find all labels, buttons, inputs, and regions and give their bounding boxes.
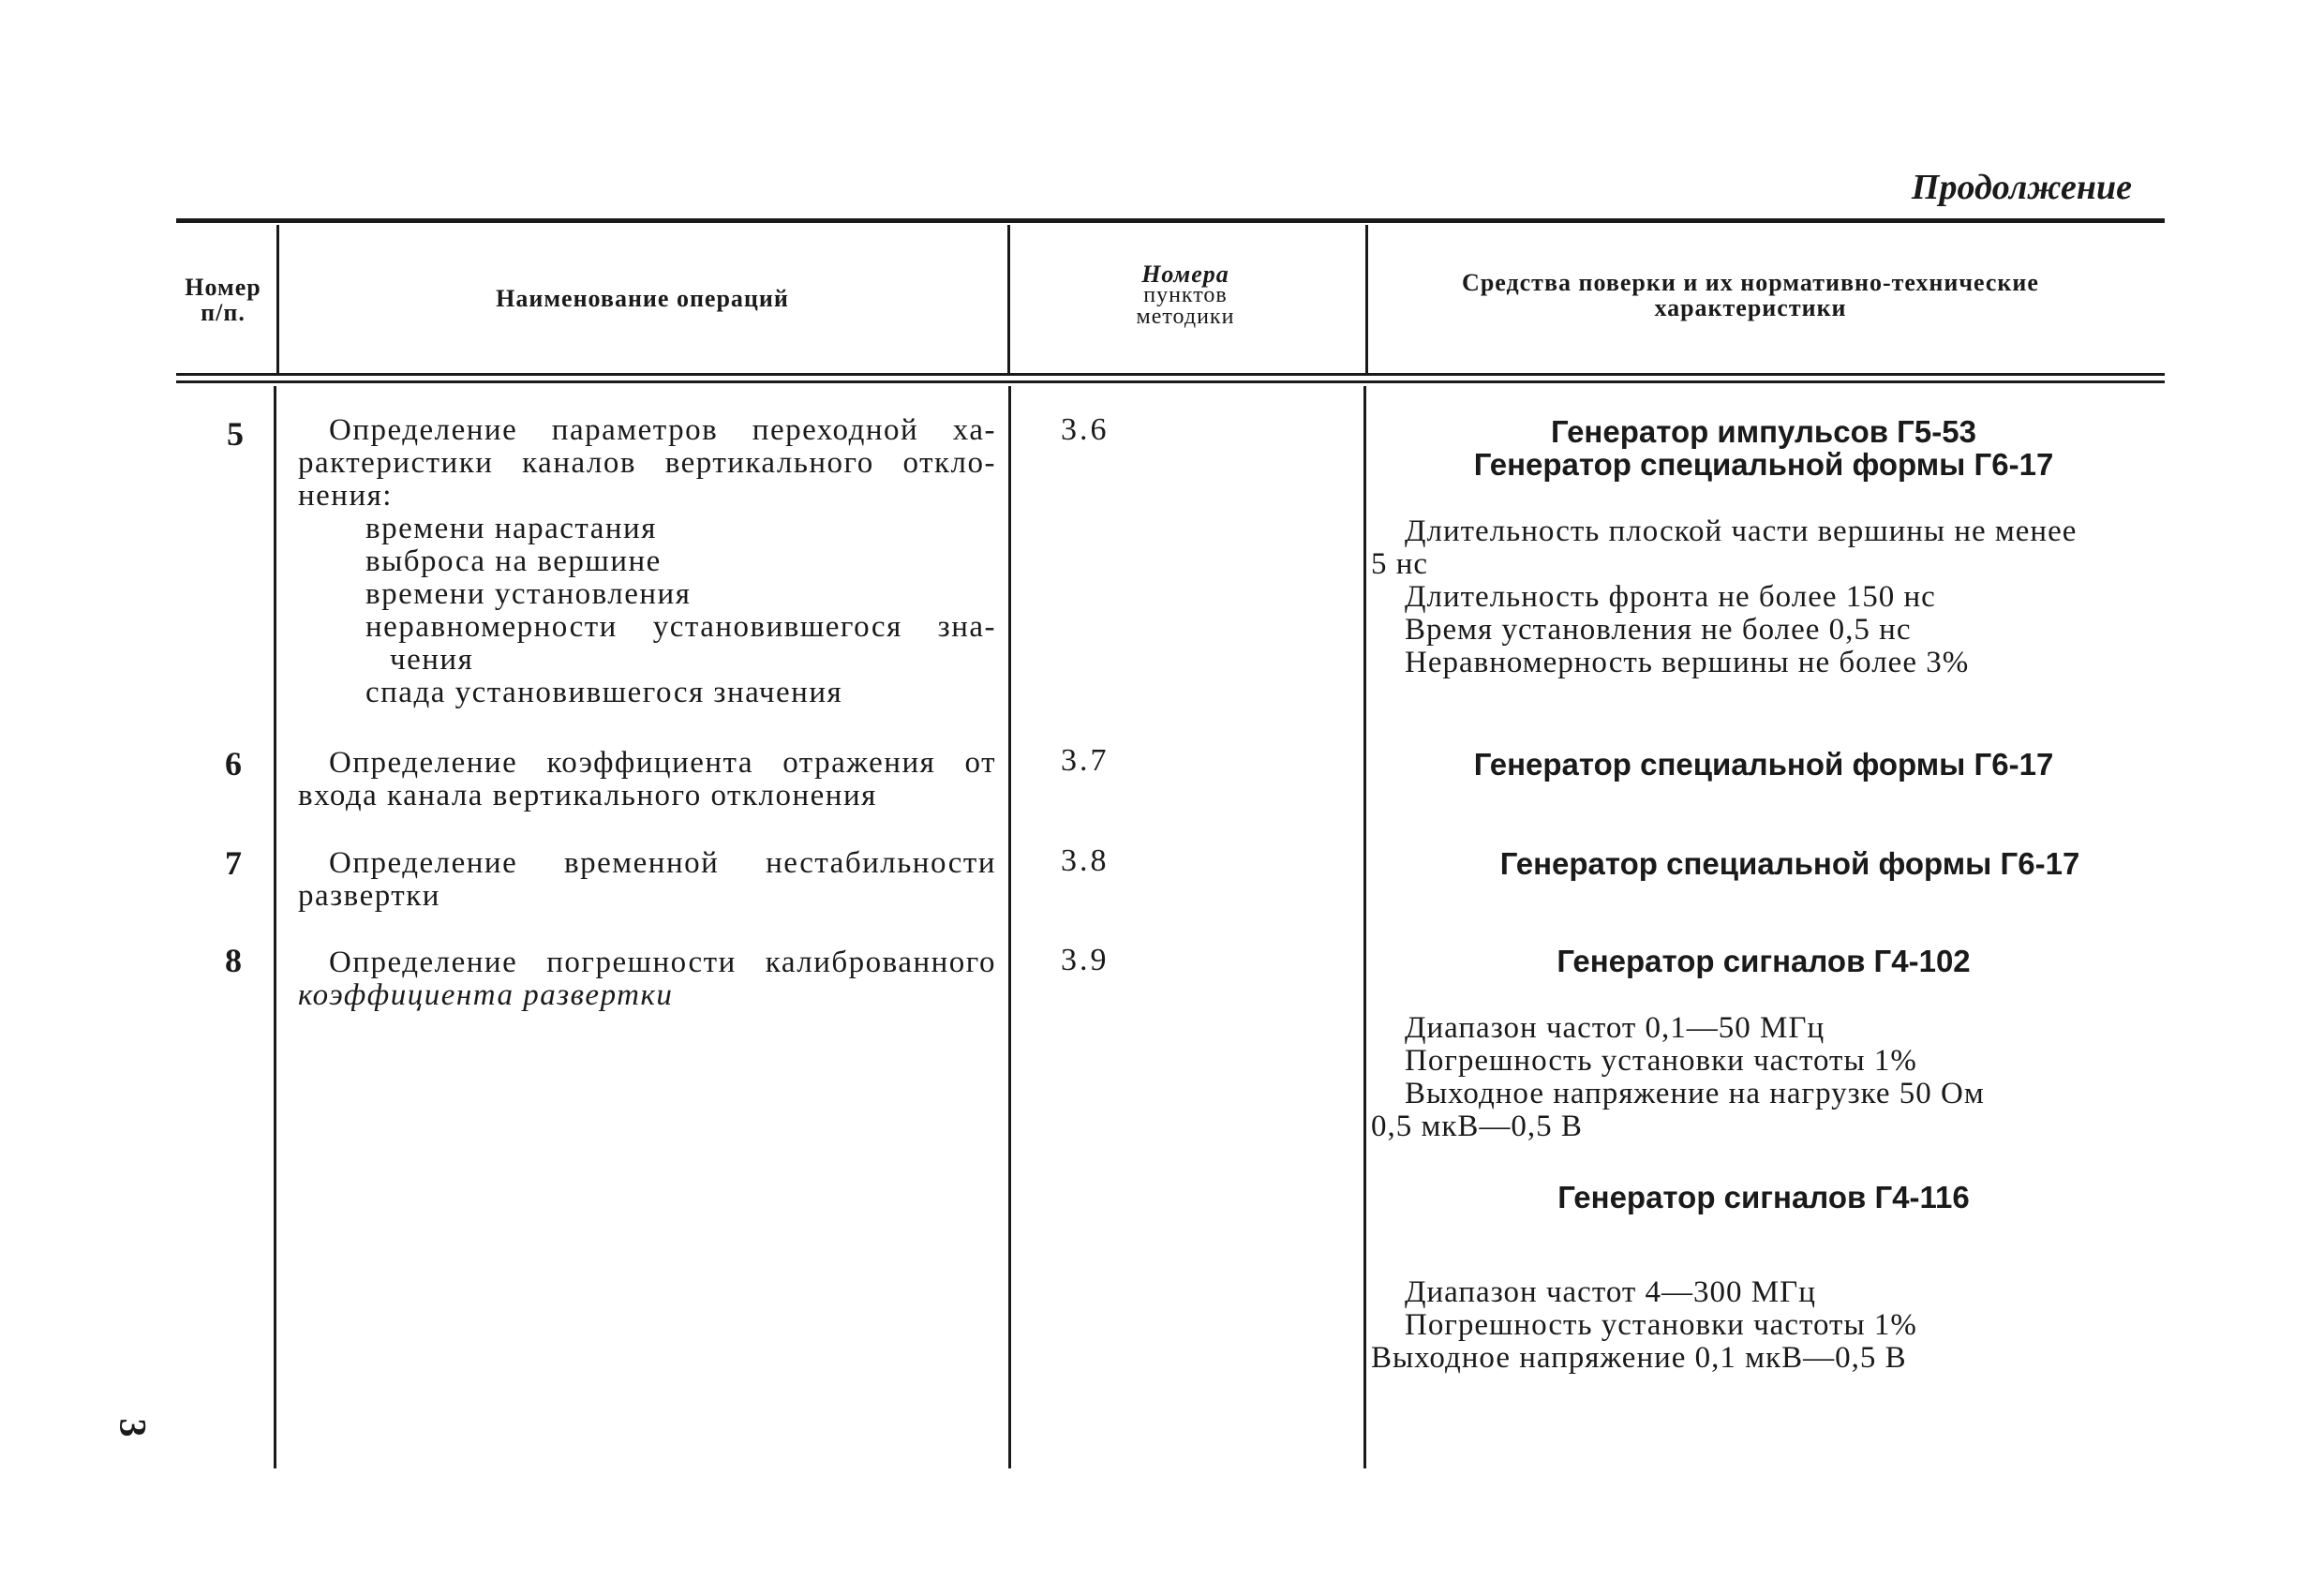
row-6-generator-1: Генератор специальной формы Г6-17 bbox=[1473, 747, 2054, 782]
row-7-generator-1: Генератор специальной формы Г6-17 bbox=[1499, 846, 2080, 881]
row-8-specs-a bbox=[1371, 1012, 2168, 1143]
header-points-line-1: Номера bbox=[1141, 261, 1229, 288]
row-8-op-line-1: Определение погрешности калиброванного bbox=[329, 946, 996, 979]
row-5-spec-2: 5 нс bbox=[1371, 547, 1429, 581]
row-8-spec-a-3: Выходное напряжение на нагрузке 50 Ом bbox=[1405, 1077, 1985, 1110]
row-5-spec-4: Время установления не более 0,5 нс bbox=[1405, 613, 1912, 647]
row-5-op-line-1: Определение параметров переходной ха- bbox=[329, 413, 996, 447]
row-6-operation bbox=[298, 747, 996, 812]
row-5-specs bbox=[1371, 515, 2168, 679]
row-5-generator-1: Генератор импульсов Г5-53 bbox=[1551, 414, 1976, 449]
row-8-method-point: 3.9 bbox=[1061, 943, 1110, 977]
row-7-op-line-2: развертки bbox=[298, 879, 440, 913]
table-top-rule bbox=[176, 218, 2165, 223]
row-5-spec-5: Неравномерность вершины не более 3% bbox=[1405, 646, 1970, 679]
header-verification-means bbox=[1366, 270, 2135, 320]
column-divider-2-body bbox=[1008, 386, 1011, 1468]
header-means-line-2: характеристики bbox=[1654, 294, 1847, 321]
row-5-generator-2: Генератор специальной формы Г6-17 bbox=[1473, 447, 2054, 482]
header-number bbox=[169, 275, 277, 325]
row-5-spec-1: Длительность плоской части вершины не менее bbox=[1405, 514, 2078, 548]
column-divider-3-body bbox=[1363, 386, 1366, 1468]
header-number-line-1: Номер bbox=[185, 274, 261, 301]
row-8-spec-b-2: Погрешность установки частоты 1% bbox=[1405, 1308, 1917, 1342]
row-7-operation bbox=[298, 847, 996, 913]
row-8-operation bbox=[298, 946, 996, 1012]
page-mark: 3 bbox=[112, 1418, 155, 1438]
row-8-generator-1: Генератор сигналов Г4-102 bbox=[1557, 944, 1971, 978]
row-5-op-item-4: неравномерности установившегося зна- bbox=[365, 610, 996, 644]
row-5-op-item-2: выброса на вершине bbox=[365, 544, 662, 578]
row-7-op-line-1: Определение временной нестабильности bbox=[329, 846, 996, 880]
row-5-op-item-3: времени установления bbox=[365, 577, 692, 611]
continuation-label: Продолжение bbox=[1911, 168, 2132, 207]
row-8-spec-a-1: Диапазон частот 0,1—50 МГц bbox=[1405, 1011, 1825, 1045]
row-5-method-point: 3.6 bbox=[1061, 412, 1110, 447]
header-means-line-1: Средства поверки и их нормативно-технические bbox=[1462, 269, 2039, 296]
row-7-number: 7 bbox=[225, 844, 242, 882]
row-8-op-line-2: коэффициента развертки bbox=[298, 978, 674, 1012]
header-bottom-rule-1 bbox=[176, 373, 2165, 376]
column-divider-1-body bbox=[274, 386, 276, 1468]
header-bottom-rule-2 bbox=[176, 380, 2165, 383]
row-5-op-item-6: спада установившегося значения bbox=[365, 676, 843, 709]
row-8-spec-b-3: Выходное напряжение 0,1 мкВ—0,5 В bbox=[1371, 1341, 1907, 1375]
row-6-op-line-2: входа канала вертикального отклонения bbox=[298, 779, 877, 812]
row-8-spec-a-4: 0,5 мкВ—0,5 В bbox=[1371, 1110, 1583, 1143]
header-number-line-2: п/п. bbox=[201, 299, 246, 326]
header-points-line-3: методики bbox=[1136, 305, 1235, 329]
row-8-spec-a-2: Погрешность установки частоты 1% bbox=[1405, 1044, 1917, 1078]
row-6-op-line-1: Определение коэффициента отражения от bbox=[329, 746, 996, 780]
row-5-op-line-3: нения: bbox=[298, 479, 393, 513]
row-8-spec-b-1: Диапазон частот 4—300 МГц bbox=[1405, 1275, 1816, 1309]
row-6-number: 6 bbox=[225, 745, 242, 782]
row-5-op-line-2: рактеристики каналов вертикального откло- bbox=[298, 446, 996, 480]
row-8-generator-2: Генератор сигналов Г4-116 bbox=[1557, 1180, 1970, 1214]
row-8-number: 8 bbox=[225, 942, 242, 979]
row-6-method-point: 3.7 bbox=[1061, 743, 1110, 778]
header-points-line-2: пунктов bbox=[1143, 283, 1228, 307]
header-operation-name: Наименование операций bbox=[496, 285, 789, 312]
row-5-spec-3: Длительность фронта не более 150 нс bbox=[1405, 580, 1936, 614]
row-5-op-item-1: времени нарастания bbox=[365, 512, 657, 545]
header-method-points bbox=[1007, 263, 1363, 328]
row-8-specs-b bbox=[1371, 1276, 2168, 1375]
row-5-op-item-5: чения bbox=[390, 643, 474, 677]
row-7-method-point: 3.8 bbox=[1061, 843, 1110, 878]
row-5-operation bbox=[298, 414, 996, 709]
row-5-number: 5 bbox=[227, 415, 244, 453]
